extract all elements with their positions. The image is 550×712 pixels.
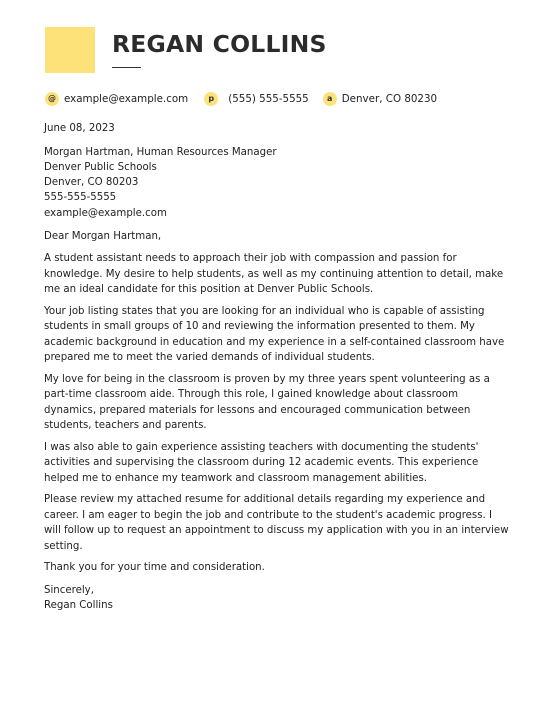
recipient-block <box>44 145 510 221</box>
contact-address-text: Denver, CO 80230 <box>341 93 438 105</box>
contact-phone-text: (555) 555-5555 <box>228 93 309 105</box>
contact-email <box>45 92 188 106</box>
contact-row <box>45 91 451 107</box>
paragraph-2: Your job listing states that you are looking for an individual who is capable of assisting students in small groups of 10 and reviewing the information presented to them. My academic background in education and my experience in a self-contained classroom have prepared me to meet the varied demands of individual students. <box>44 305 505 364</box>
address-icon: a <box>323 92 337 106</box>
paragraph-4: I was also able to gain experience assisting teachers with documenting the students' activities and supervising the classroom during 12 academic events. This experience helped me to enhance my teamwork and classroom management abilities. <box>44 441 479 484</box>
paragraph-5: Please review my attached resume for additional details regarding my experience and career. I am eager to begin the job and contribute to the student's academic progress. I will follow up to request an appointment to discuss my application with you in an interview setting. <box>44 494 509 552</box>
email-icon: @ <box>45 92 59 106</box>
contact-address <box>323 92 437 106</box>
closing-block <box>44 583 510 614</box>
recipient-phone: 555-555-5555 <box>44 192 117 204</box>
recipient-organization: Denver Public Schools <box>44 161 157 173</box>
contact-phone <box>204 92 309 106</box>
letter-body <box>44 121 510 614</box>
closing: Sincerely, <box>44 584 94 596</box>
applicant-name: REGAN COLLINS <box>112 30 327 58</box>
paragraph-6: Thank you for your time and consideration. <box>44 562 265 574</box>
contact-email-text: example@example.com <box>64 93 189 105</box>
paragraph-3: My love for being in the classroom is proven by my three years spent volunteering as a part-time classroom aide. Through this role, I gained knowledge about classroom dynamics, prepared materials for lessons and encouraged communication between students, teachers and parents. <box>44 373 490 432</box>
phone-icon: p <box>204 92 218 106</box>
accent-square <box>45 27 95 73</box>
recipient-city: Denver, CO 80203 <box>44 177 139 189</box>
name-underline <box>112 67 141 68</box>
salutation: Dear Morgan Hartman, <box>44 230 162 242</box>
letter-date: June 08, 2023 <box>44 123 115 134</box>
recipient-email: example@example.com <box>44 207 167 219</box>
signature: Regan Collins <box>44 600 113 612</box>
paragraph-1: A student assistant needs to approach their job with compassion and passion for knowledge. My desire to help students, as well as my continuing attention to detail, make me an ideal candidate for this position at Denver Public Schools. <box>44 253 504 296</box>
recipient-name-title: Morgan Hartman, Human Resources Manager <box>44 146 277 158</box>
